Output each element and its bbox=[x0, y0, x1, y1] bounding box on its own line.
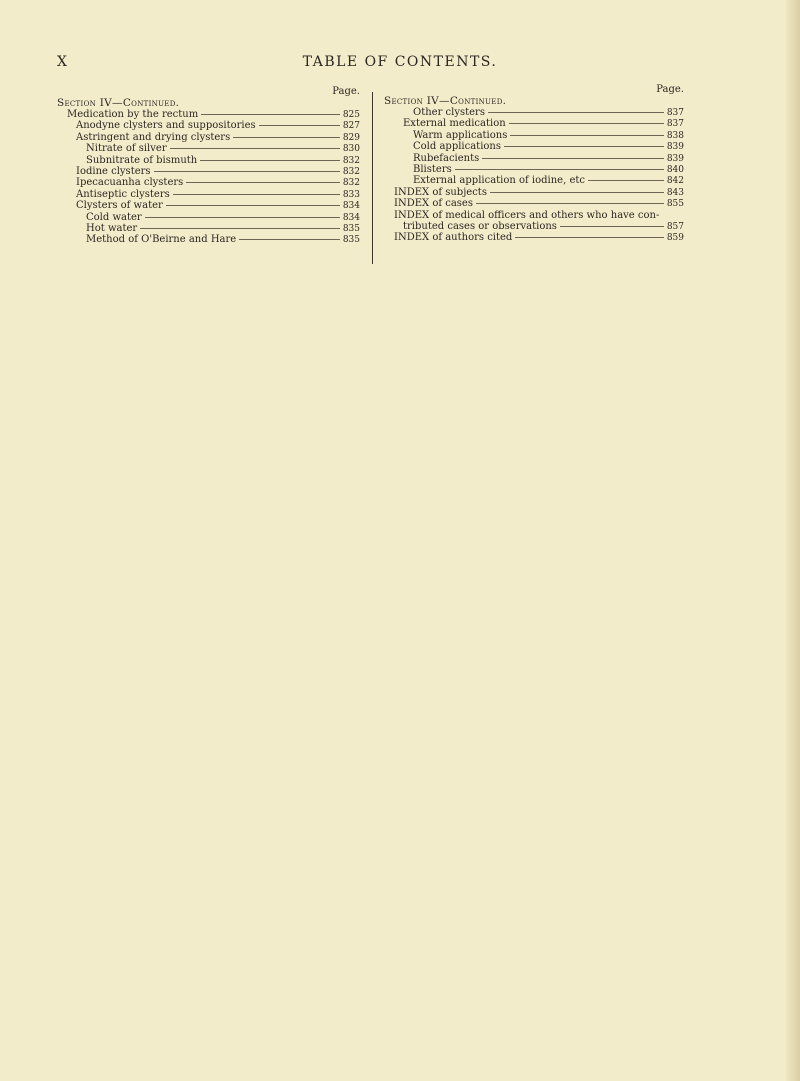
page-title: TABLE OF CONTENTS. bbox=[302, 54, 498, 70]
toc-entry: External application of iodine, etc 842 bbox=[413, 175, 684, 187]
toc-entry: Astringent and drying clysters 829 bbox=[76, 131, 360, 143]
page-column-label: Page. bbox=[332, 86, 360, 97]
toc-entry: Medication by the rectum 825 bbox=[67, 109, 360, 120]
toc-entry: Other clysters 837 bbox=[413, 107, 684, 118]
toc-entry: Cold water 834 bbox=[86, 211, 360, 223]
toc-entry: INDEX of subjects 843 bbox=[394, 186, 684, 198]
toc-entry: Warm applications 838 bbox=[413, 129, 684, 141]
toc-entry: Antiseptic clysters 833 bbox=[76, 188, 360, 200]
page-column-label: Page. bbox=[656, 84, 684, 95]
toc-entry: Nitrate of silver 830 bbox=[86, 143, 360, 155]
toc-entry: Clysters of water 834 bbox=[76, 200, 360, 212]
toc-entry: INDEX of authors cited 859 bbox=[394, 232, 684, 244]
section-heading: Section IV—Continued. bbox=[384, 95, 507, 107]
toc-entry: tributed cases or observations 857 bbox=[403, 220, 684, 232]
toc-entry: Subnitrate of bismuth 832 bbox=[86, 154, 360, 166]
toc-entry: Blisters 840 bbox=[413, 163, 684, 175]
toc-entry: INDEX of cases 855 bbox=[394, 198, 684, 210]
section-heading: Section IV—Continued. bbox=[57, 97, 180, 109]
toc-entry: Anodyne clysters and suppositories 827 bbox=[76, 120, 360, 132]
toc-entry: Iodine clysters 832 bbox=[76, 165, 360, 177]
toc-column-right bbox=[384, 85, 684, 244]
toc-entry: Cold applications 839 bbox=[413, 141, 684, 153]
page-edge bbox=[786, 0, 800, 1081]
running-header bbox=[0, 54, 800, 74]
toc-column-left bbox=[57, 87, 360, 246]
column-divider bbox=[372, 92, 373, 264]
toc-entry: Rubefacients 839 bbox=[413, 152, 684, 164]
toc-entry: Method of O'Beirne and Hare 835 bbox=[86, 234, 360, 246]
toc-entry: Ipecacuanha clysters 832 bbox=[76, 177, 360, 189]
toc-entry: External medication 837 bbox=[403, 118, 684, 130]
toc-entry-first-line: INDEX of medical officers and others who have con- bbox=[394, 209, 660, 221]
toc-entry: Hot water 835 bbox=[86, 222, 360, 234]
page-number: X bbox=[57, 54, 68, 70]
